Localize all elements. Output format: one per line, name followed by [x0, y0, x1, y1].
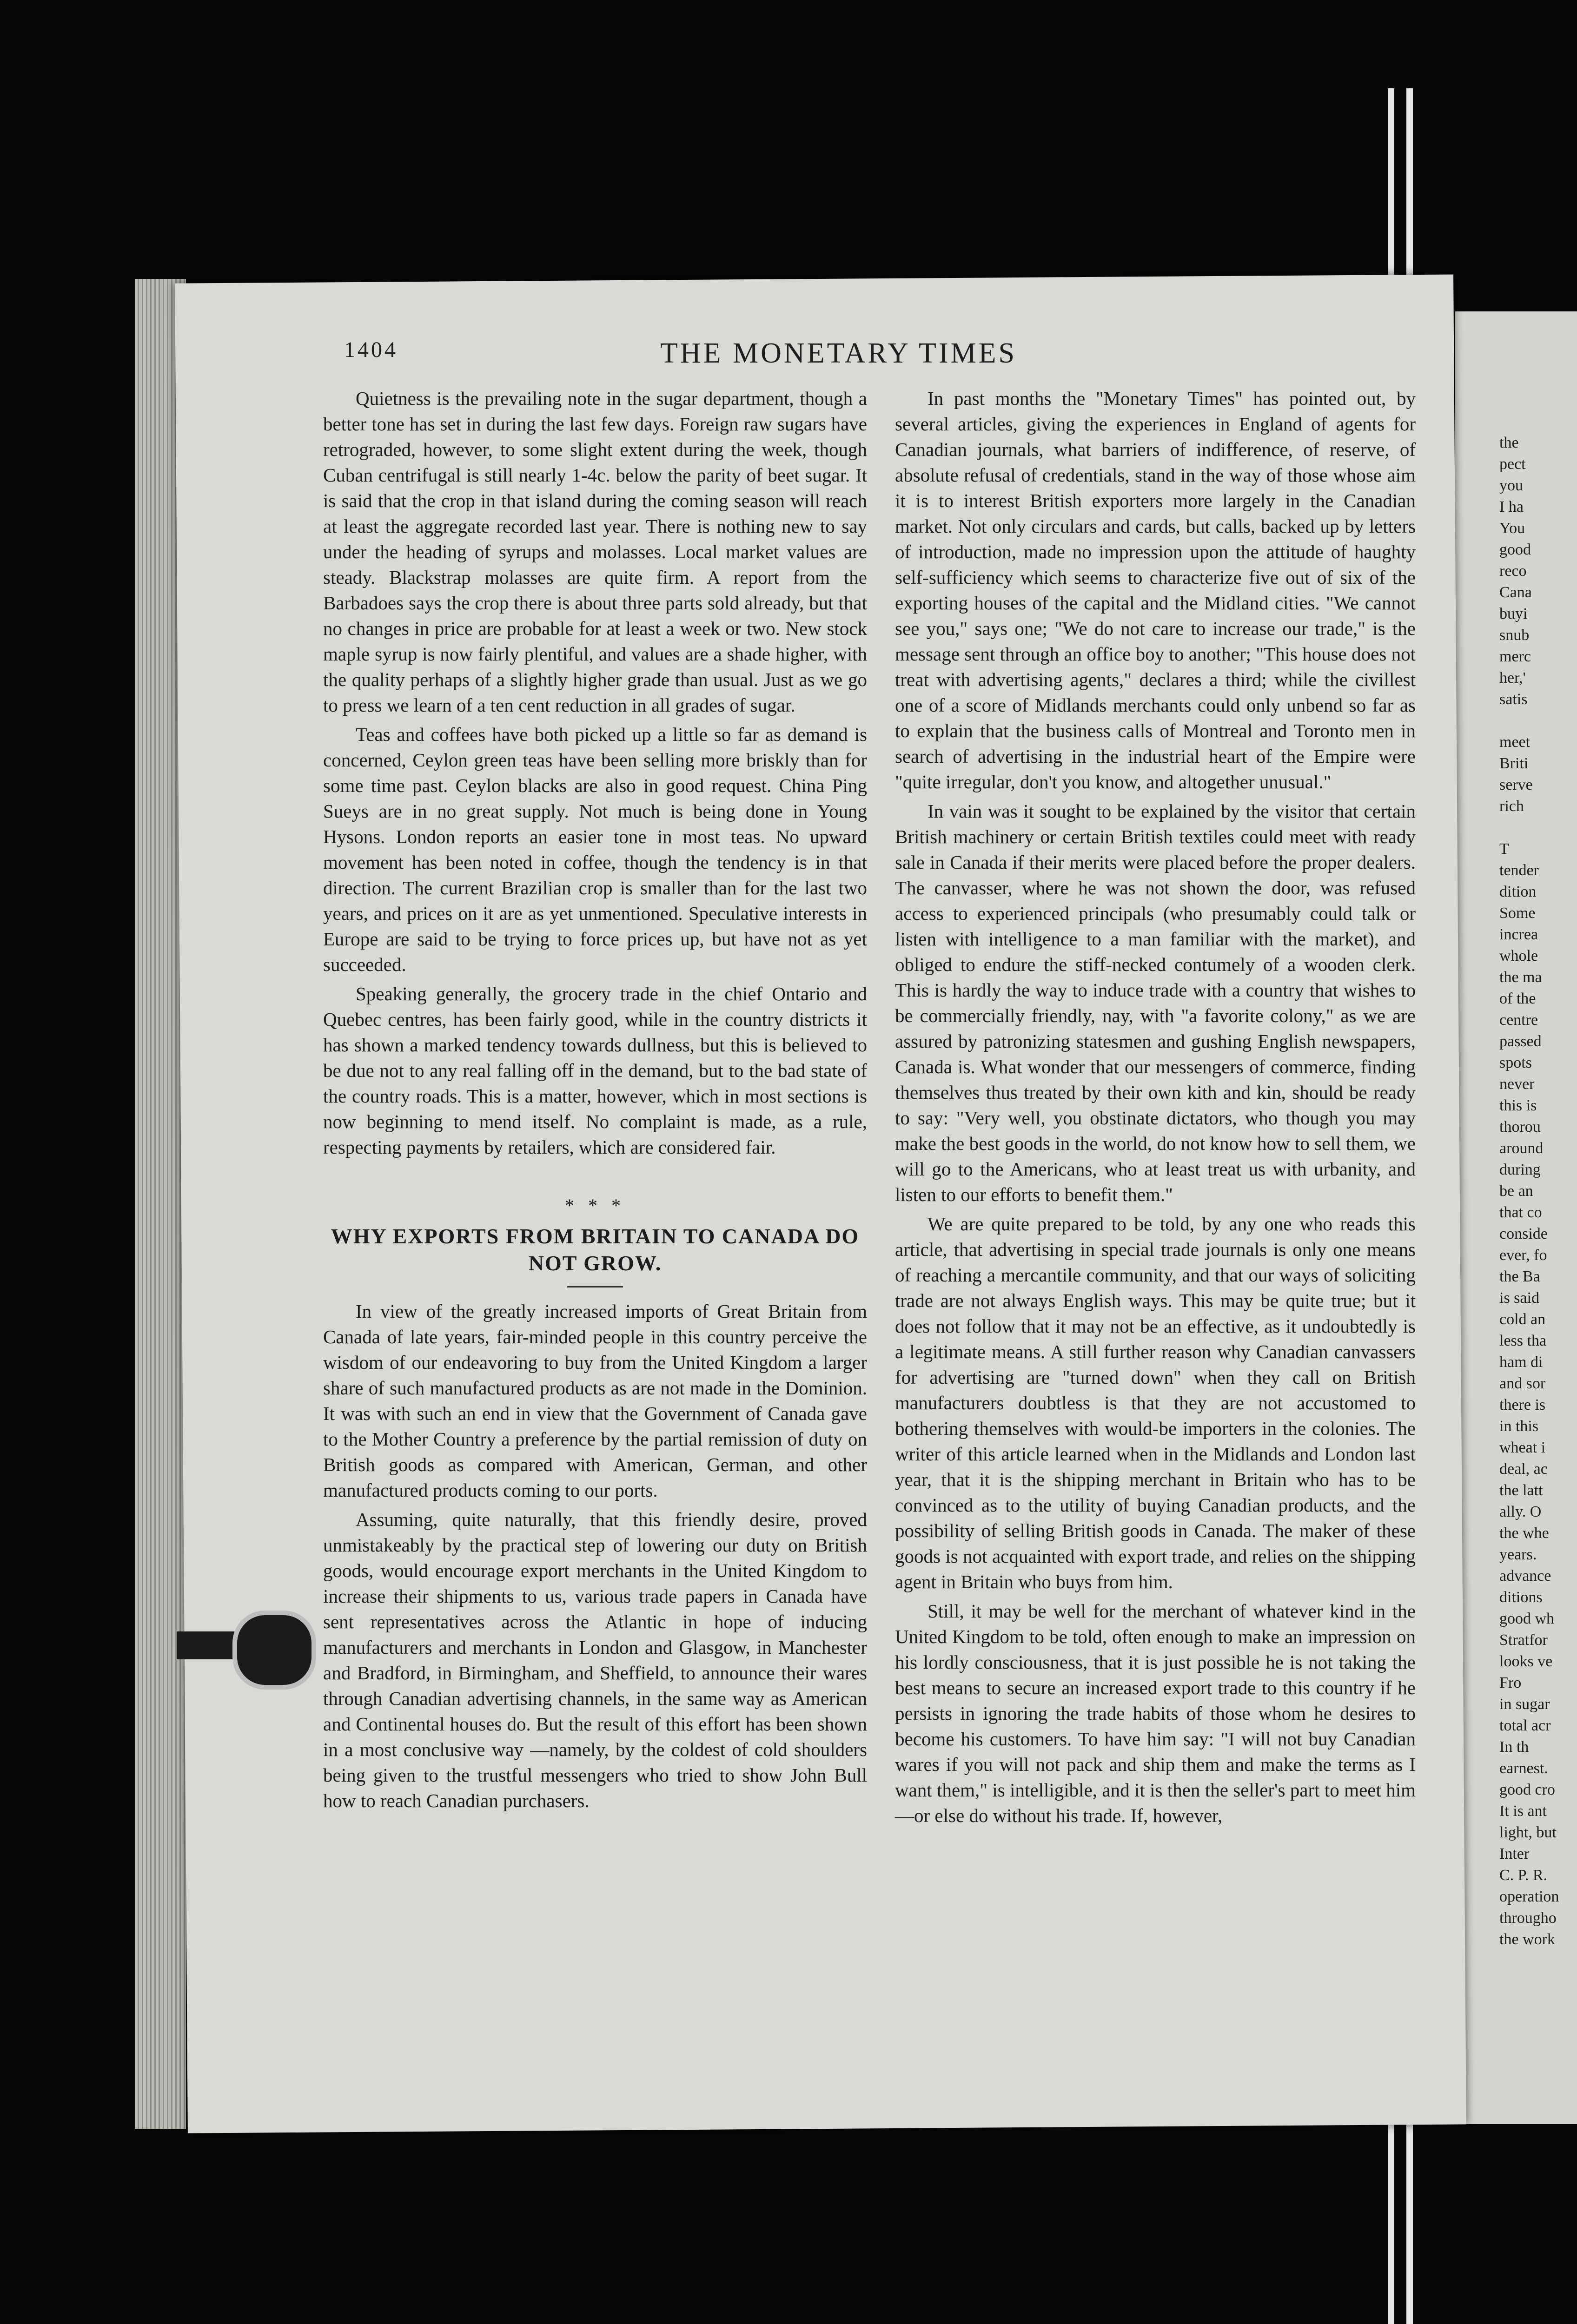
- facing-line: whole: [1499, 947, 1538, 964]
- facing-line: ham di: [1499, 1353, 1543, 1371]
- facing-line: I ha: [1499, 498, 1524, 515]
- facing-line: T: [1499, 840, 1509, 858]
- facing-line: the latt: [1499, 1482, 1543, 1499]
- facing-line: Some: [1499, 905, 1536, 922]
- facing-line: C. P. R.: [1499, 1867, 1547, 1884]
- facing-line: of the: [1499, 990, 1536, 1007]
- facing-bottom-lines: [1499, 838, 1574, 1950]
- facing-line: looks ve: [1499, 1653, 1553, 1670]
- title-rule: [567, 1286, 623, 1287]
- facing-line: thorou: [1499, 1118, 1541, 1136]
- section-separator: * * *: [565, 1195, 625, 1216]
- facing-line: in this: [1499, 1418, 1539, 1435]
- page-header: [344, 337, 1460, 374]
- facing-line: the work: [1499, 1931, 1555, 1948]
- facing-line: ever, fo: [1499, 1247, 1547, 1264]
- paragraph: Still, it may be well for the merchant of whatever kind in the United Kingdom to be told, often enough to make an impression on his lordly consciousness, that it is just possible he is not taking the best means to secure an increased export trade to this country if he persists in ignoring the trade habits of those whom he desires to become his customers. To have him say: "I will not buy Canadian wares if you will not pack and ship them and make the terms as I want them," is intelligible, and it is then the seller's part to meet him—or else do without his trade. If, however,: [895, 1600, 1416, 1826]
- facing-line: buyi: [1499, 605, 1528, 622]
- facing-line: [1499, 710, 1574, 732]
- facing-page-text: [1499, 432, 1574, 1950]
- facing-line: In th: [1499, 1738, 1529, 1756]
- article-title: WHY EXPORTS FROM BRITAIN TO CANADA DO NOT GROW.: [331, 1224, 860, 1275]
- facing-line: reco: [1499, 562, 1527, 580]
- paragraph: In vain was it sought to be explained by the visitor that certain British machinery or certain British textiles could meet with ready sale in Canada if their merits were placed before the proper dealers. The canvasser, where he was not shown the door, was refused access to experienced principals (who presumably could talk or listen with intelligence to a man familiar with the market), and obliged to endure the stiff-necked contumely of a wooden clerk. This is hardly the way to induce trade with a country that wishes to be commercially friendly, nay, with "a favorite colony," as we are assured by patronizing statesmen and gushing English newspapers, Canada is. What wonder that our messengers of commerce, finding themselves thus treated by their own kith and kin, should be ready to say: "Very well, you obstinate dictators, who though you may make the best goods in the world, do not know how to sell them, we will go to the Americans, who at least treat us with urbanity, and listen to our efforts to benefit them.": [895, 800, 1416, 1205]
- facing-line: the ma: [1499, 969, 1542, 986]
- facing-line: ditions: [1499, 1589, 1543, 1606]
- facing-line: you: [1499, 477, 1523, 494]
- facing-line: is said: [1499, 1289, 1539, 1307]
- facing-line: her,': [1499, 669, 1526, 687]
- facing-line: It is ant: [1499, 1802, 1547, 1820]
- paragraph: In past months the "Monetary Times" has pointed out, by several articles, giving the experiences in England of agents for Canadian journals, what barriers of indifference, of reserve, of absolute refusal of credentials, stand in the way of those whose aim it is to interest British exporters more largely in the Canadian market. Not only circulars and cards, but calls, backed up by letters of introduction, made no impression upon the attitude of haughty self-sufficiency which seems to characterize five out of six of the exporting houses of the capital and the Midland cities. "We cannot see you," says one; "We do not care to increase our trade," is the message sent through an office boy to another; "This house does not treat with advertising agents," declares a third; while the civillest one of a score of Midlands merchants could only unbend so far as to explain that the business calls of Montreal and Toronto men in search of advertising in the industrial heart of the Empire were "quite irregular, don't you know, and altogether unusual.": [895, 388, 1416, 792]
- facing-line: tender: [1499, 862, 1539, 879]
- facing-line: meet: [1499, 733, 1531, 751]
- facing-line: years.: [1499, 1546, 1537, 1563]
- paragraph: Quietness is the prevailing note in the sugar department, though a better tone has set in during the last few days. Foreign raw sugars have retrograded, however, to some slight extent during the week, though Cuban centrifugal is still nearly 1-4c. below the parity of beet sugar. It is said that the crop in that island during the coming season will reach at least the aggregate recorded last year. There is nothing new to say under the heading of syrups and molasses. Local market values are steady. Blackstrap molasses are quite firm. A report from the Barbadoes says the crop there is about three parts sold already, but that no changes in price are probable for at least a week or two. New stock maple syrup is now fairly plentiful, and values are a shade higher, with the quality perhaps of a slightly higher grade than usual. Just as we go to press we learn of a ten cent reduction in all grades of sugar.: [323, 388, 867, 716]
- facing-line: serve: [1499, 776, 1533, 793]
- facing-line: Inter: [1499, 1845, 1530, 1862]
- magazine-title: THE MONETARY TIMES: [660, 337, 1017, 369]
- facing-gap: [1499, 817, 1574, 838]
- facing-line: total acr: [1499, 1717, 1551, 1734]
- facing-line: good cro: [1499, 1781, 1555, 1798]
- facing-line: the Ba: [1499, 1268, 1540, 1285]
- facing-line: during: [1499, 1161, 1541, 1178]
- middle-column: [895, 386, 1416, 1832]
- facing-line: increa: [1499, 926, 1538, 943]
- facing-line: that co: [1499, 1204, 1542, 1221]
- facing-line: ally. O: [1499, 1503, 1542, 1520]
- facing-line: satis: [1499, 691, 1528, 708]
- paragraph: In view of the greatly increased imports of Great Britain from Canada of late years, fair-minded people in this country perceive the wisdom of our endeavoring to buy from the United Kingdom a larger share of such manufactured products as are not made in the Dominion. It was with such an end in view that the Government of Canada gave to the Mother Country a preference by the partial remission of duty on British goods as compared with American, German, and other manufactured products coming to our ports.: [323, 1301, 867, 1501]
- page-number: 1404: [344, 337, 398, 362]
- facing-line: spots: [1499, 1054, 1532, 1071]
- facing-line: be an: [1499, 1182, 1533, 1200]
- facing-line: passed: [1499, 1033, 1542, 1050]
- page-clip: [232, 1611, 316, 1690]
- facing-line: conside: [1499, 1225, 1548, 1242]
- facing-line: pect: [1499, 456, 1526, 473]
- facing-line: good: [1499, 541, 1531, 558]
- facing-line: Briti: [1499, 755, 1529, 772]
- paragraph: Speaking generally, the grocery trade in the chief Ontario and Quebec centres, has been fairly good, while in the country districts it has shown a marked tendency towards dullness, but this is believed to be due not to any real falling off in the demand, but to the bad state of the country roads. This is a matter, however, which in most sections is now beginning to mend itself. No complaint is made, as a rule, respecting payments by retailers, which are considered fair.: [323, 983, 867, 1158]
- facing-line: througho: [1499, 1909, 1557, 1927]
- facing-line: around: [1499, 1140, 1544, 1157]
- paragraph: Teas and coffees have both picked up a little so far as demand is concerned, Ceylon green teas have been selling more briskly than for some time past. Ceylon blacks are also in good request. China Ping Sueys are in no great supply. Not much is being done in Young Hysons. London reports an easier tone in most teas. No upward movement has been noted in coffee, though the tendency is in that direction. The current Brazilian crop is smaller than for the last two years, and prices on it are as yet unmentioned. Speculative interests in Europe are said to be trying to force prices up, but have not as yet succeeded.: [323, 724, 867, 975]
- facing-line: never: [1499, 1076, 1535, 1093]
- facing-line: deal, ac: [1499, 1460, 1548, 1478]
- facing-line: snub: [1499, 627, 1530, 644]
- paragraph: We are quite prepared to be told, by any one who reads this article, that advertising in special trade journals is only one means of reaching a mercantile community, and that our ways of soliciting trade are not always English ways. This may be quite true; but it does not follow that it may not be an effective, as it undoubtedly is a legitimate means. A still further reason why Canadian canvassers for advertising are "turned down" when they call on British manufacturers doubtless is that they are not accustomed to bothering themselves with would-be importers in the colonies. The writer of this article learned when in the Midlands and London last year, that it is the shipping merchant in Britain who has to be convinced as to the utility of buying Canadian products, and the possibility of selling British goods in Canada. The maker of these goods is not acquainted with export trade, and relies on the shipping agent in Britain who buys from him.: [895, 1213, 1416, 1592]
- facing-line: the whe: [1499, 1525, 1549, 1542]
- facing-line: light, but: [1499, 1824, 1557, 1841]
- left-column: [323, 386, 867, 1817]
- facing-line: dition: [1499, 883, 1537, 900]
- facing-line: in sugar: [1499, 1696, 1550, 1713]
- facing-line: Fro: [1499, 1674, 1522, 1691]
- facing-line: good wh: [1499, 1610, 1555, 1627]
- facing-line: centre: [1499, 1011, 1538, 1029]
- facing-line: wheat i: [1499, 1439, 1546, 1456]
- facing-line: the: [1499, 434, 1519, 451]
- facing-top-lines: [1499, 432, 1574, 817]
- facing-line: Stratfor: [1499, 1631, 1548, 1649]
- facing-line: merc: [1499, 648, 1531, 665]
- facing-line: and sor: [1499, 1375, 1546, 1392]
- facing-line: this is: [1499, 1097, 1537, 1114]
- facing-line: operation: [1499, 1888, 1559, 1905]
- facing-line: cold an: [1499, 1311, 1546, 1328]
- facing-line: rich: [1499, 798, 1524, 815]
- facing-line: earnest.: [1499, 1760, 1548, 1777]
- facing-line: there is: [1499, 1396, 1546, 1413]
- facing-line: Cana: [1499, 584, 1532, 601]
- facing-line: advance: [1499, 1567, 1551, 1585]
- facing-line: less tha: [1499, 1332, 1547, 1349]
- facing-line: You: [1499, 520, 1525, 537]
- paragraph: Assuming, quite naturally, that this friendly desire, proved unmistakeably by the practical step of lowering our duty on British goods, would encourage export merchants in the United Kingdom to increase their shipments to us, various trade papers in Canada have sent representatives across the Atlantic in hope of inducing manufacturers and merchants in London and Glasgow, in Manchester and Bradford, in Birmingham, and Sheffield, to announce their wares through Canadian advertising channels, in the same way as American and Continental houses do. But the result of this effort has been shown in a most conclusive way —namely, by the coldest of cold shoulders being given to the trustful messengers who tried to show John Bull how to reach Canadian purchasers.: [323, 1509, 867, 1811]
